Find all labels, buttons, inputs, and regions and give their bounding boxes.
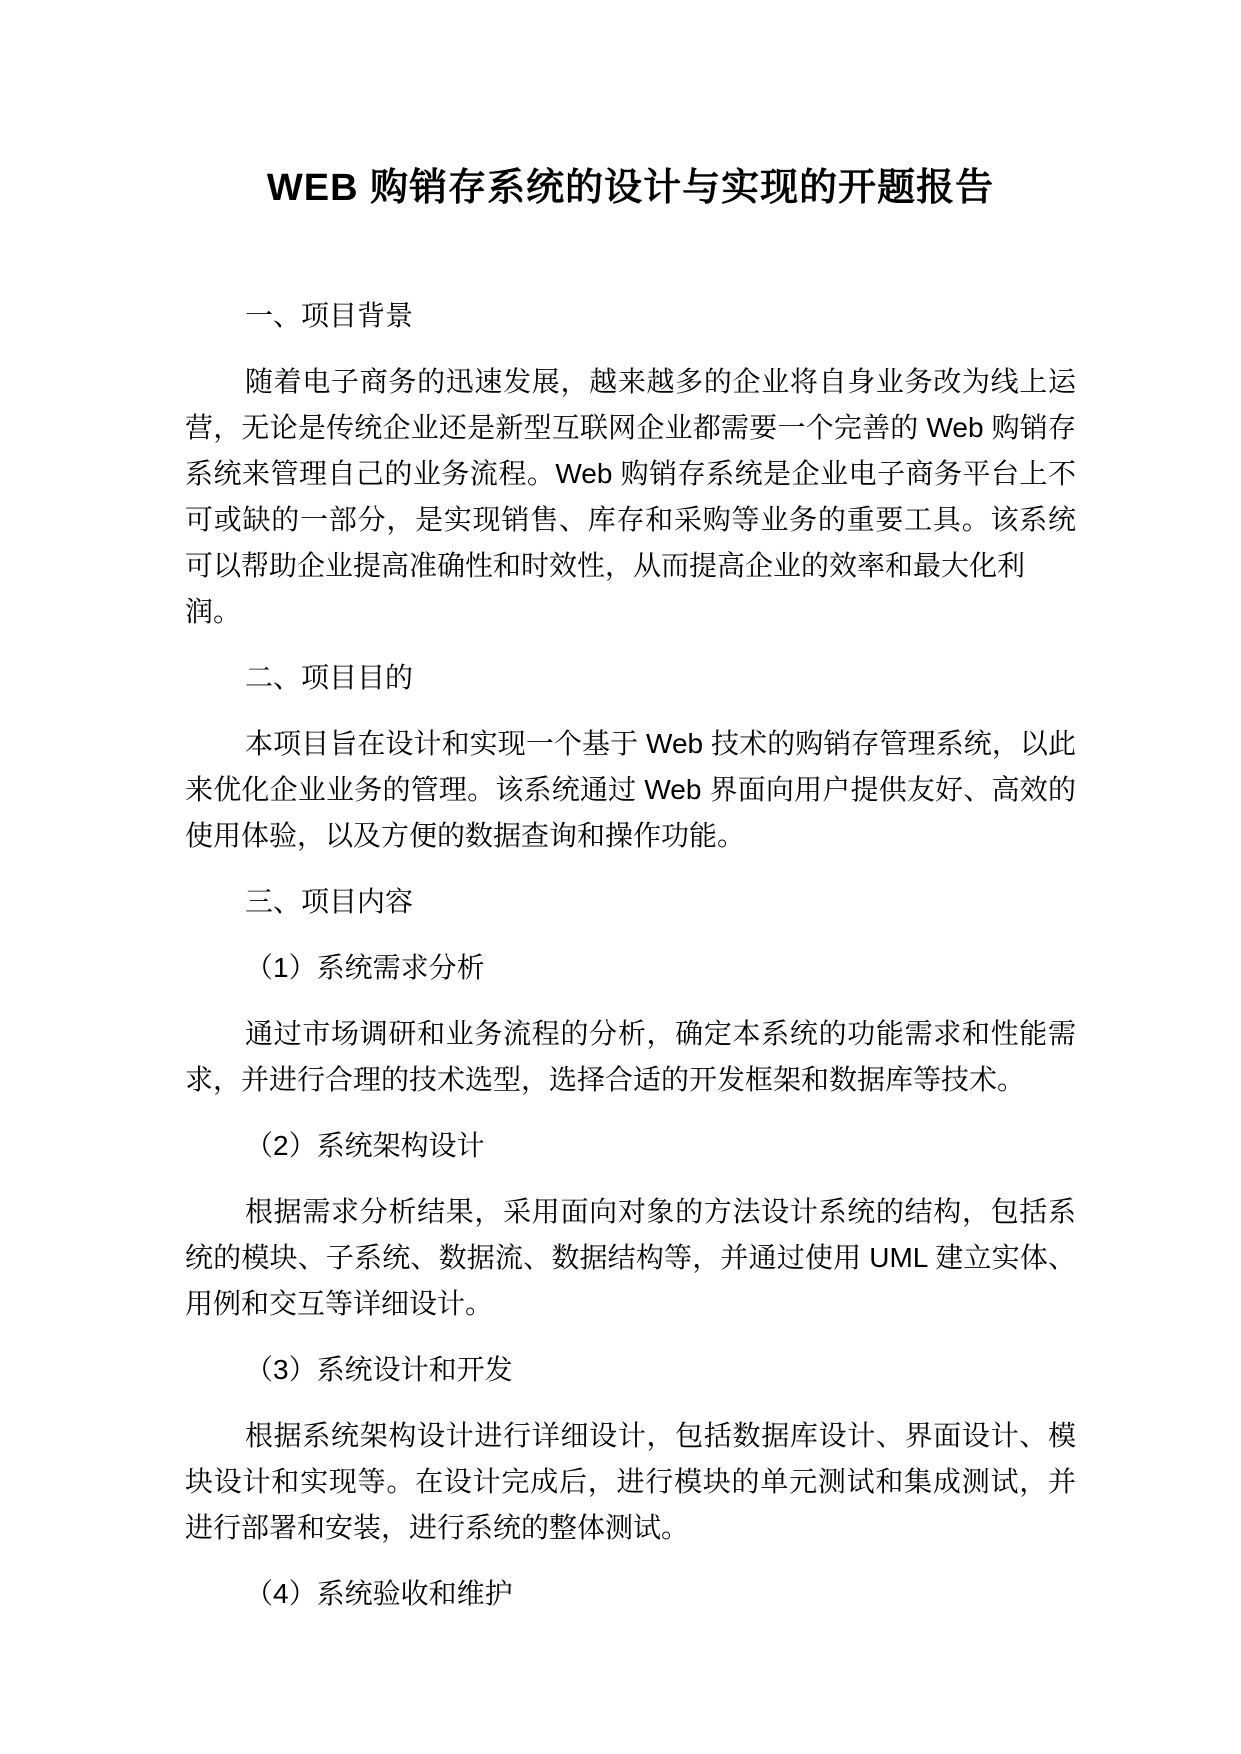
paragraph-line: 块设计和实现等。在设计完成后，进行模块的单元测试和集成测试，并 <box>185 1466 1076 1497</box>
section-heading: （2）系统架构设计 <box>245 1130 485 1161</box>
paragraph-line: 用例和交互等详细设计。 <box>185 1288 494 1319</box>
paragraph-line: 使用体验，以及方便的数据查询和操作功能。 <box>185 820 746 851</box>
paragraph <box>185 721 1076 859</box>
paragraph <box>185 1189 1076 1327</box>
paragraph-line: 来优化企业业务的管理。该系统通过 Web 界面向用户提供友好、高效的 <box>185 774 1076 805</box>
paragraph-line: 随着电子商务的迅速发展，越来越多的企业将自身业务改为线上运 <box>245 366 1076 397</box>
section-heading: （1）系统需求分析 <box>245 952 485 983</box>
paragraph-line: 本项目旨在设计和实现一个基于 Web 技术的购销存管理系统，以此 <box>245 728 1076 759</box>
section-heading: （4）系统验收和维护 <box>245 1578 513 1609</box>
paragraph-line: 可或缺的一部分，是实现销售、库存和采购等业务的重要工具。该系统 <box>185 504 1076 535</box>
paragraph-line: 根据系统架构设计进行详细设计，包括数据库设计、界面设计、模 <box>245 1420 1076 1451</box>
paragraph-line: 通过市场调研和业务流程的分析，确定本系统的功能需求和性能需 <box>245 1018 1076 1049</box>
paragraph <box>185 359 1076 635</box>
section-heading: 三、项目内容 <box>245 886 414 917</box>
paragraph-line: 营，无论是传统企业还是新型互联网企业都需要一个完善的 Web 购销存 <box>185 412 1076 443</box>
paragraph-line: 可以帮助企业提高准确性和时效性，从而提高企业的效率和最大化利润。 <box>185 550 1026 627</box>
paragraph-line: 根据需求分析结果，采用面向对象的方法设计系统的结构，包括系 <box>245 1196 1076 1227</box>
paragraph-line: 统的模块、子系统、数据流、数据结构等，并通过使用 UML 建立实体、 <box>185 1242 1076 1273</box>
section-heading: 一、项目背景 <box>245 300 414 331</box>
paragraph-line: 进行部署和安装，进行系统的整体测试。 <box>185 1512 690 1543</box>
document-body <box>185 293 1076 1617</box>
document-title: WEB 购销存系统的设计与实现的开题报告 <box>266 167 995 209</box>
paragraph <box>185 1413 1076 1551</box>
paragraph <box>185 1011 1076 1103</box>
section-heading: （3）系统设计和开发 <box>245 1354 513 1385</box>
paragraph-line: 系统来管理自己的业务流程。Web 购销存系统是企业电子商务平台上不 <box>185 458 1076 489</box>
paragraph-line: 求，并进行合理的技术选型，选择合适的开发框架和数据库等技术。 <box>185 1064 1026 1095</box>
section-heading: 二、项目目的 <box>245 662 414 693</box>
